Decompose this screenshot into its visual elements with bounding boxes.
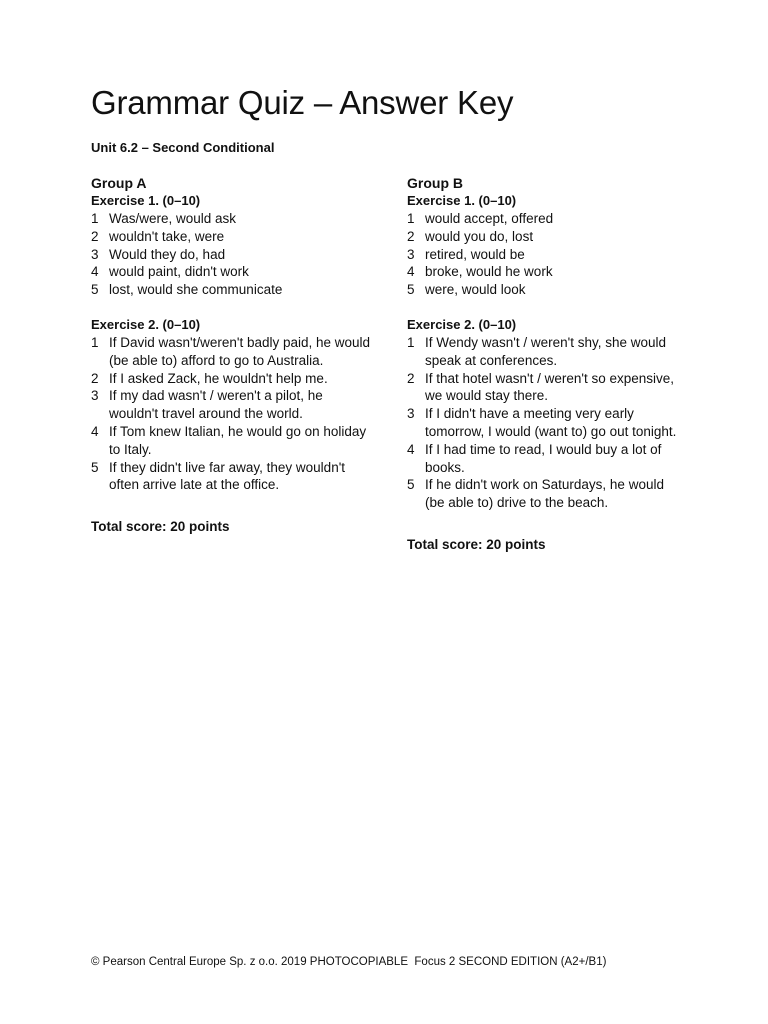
copyright-footer: © Pearson Central Europe Sp. z o.o. 2019 PHOTOCOPIABLE Focus 2 SECOND EDITION (A2+/B1) [91, 956, 607, 968]
answer-number: 4 [91, 423, 99, 439]
answer-text: broke, would he work [425, 264, 553, 280]
answer-text: If he didn't work on Saturdays, he would (be able to) drive to the beach. [425, 477, 664, 511]
group-a-column [91, 174, 371, 536]
answer-number: 2 [407, 370, 415, 386]
answer-text: were, would look [425, 282, 526, 298]
answer-item [407, 246, 687, 264]
answer-item [407, 281, 687, 299]
answer-item [91, 334, 371, 370]
answer-item [407, 405, 687, 441]
answer-text: would paint, didn't work [109, 264, 249, 280]
answer-item [407, 441, 687, 477]
answer-number: 5 [91, 282, 99, 298]
answer-item [91, 387, 371, 423]
answer-number: 1 [91, 211, 99, 226]
answer-number: 2 [91, 370, 99, 386]
answer-text: Would they do, had [109, 246, 226, 262]
answer-number: 5 [407, 477, 415, 493]
answer-text: If I didn't have a meeting very early tomorrow, I would (want to) go out tonight. [425, 406, 677, 439]
group-b-column [407, 174, 687, 554]
answer-item [407, 210, 687, 228]
answer-number: 4 [407, 264, 415, 280]
answer-item [407, 334, 687, 370]
answer-text: If my dad wasn't / weren't a pilot, he wouldn't travel around the world. [109, 388, 323, 422]
answer-number: 4 [407, 441, 415, 457]
answer-item [91, 281, 371, 299]
answer-item [91, 423, 371, 459]
answer-number: 5 [407, 282, 415, 298]
answer-item [407, 228, 687, 246]
answer-text: If that hotel wasn't / weren't so expensive, we would stay there. [425, 370, 675, 404]
answer-text: If I asked Zack, he wouldn't help me. [109, 370, 328, 386]
unit-heading: Unit 6.2 – Second Conditional [91, 140, 275, 155]
page-title: Grammar Quiz – Answer Key [91, 84, 514, 121]
answer-number: 1 [407, 211, 415, 226]
answer-item [407, 263, 687, 281]
answer-text: wouldn't take, were [109, 228, 225, 244]
answer-item [91, 370, 371, 388]
answer-text: retired, would be [425, 246, 525, 262]
answer-item [91, 263, 371, 281]
group-heading: Group B [407, 175, 463, 191]
answer-text: lost, would she communicate [109, 282, 283, 298]
answer-number: 1 [91, 334, 99, 350]
total-score: Total score: 20 points [91, 519, 230, 535]
exercise-1-heading: Exercise 1. (0–10) [91, 193, 201, 208]
answer-number: 3 [407, 406, 415, 422]
answer-number: 3 [91, 388, 99, 404]
answer-text: If they didn't live far away, they wouldn't often arrive late at the office. [109, 459, 346, 493]
answer-number: 4 [91, 264, 99, 280]
total-score: Total score: 20 points [407, 536, 546, 552]
answer-number: 2 [91, 228, 99, 244]
exercise-2-heading: Exercise 2. (0–10) [91, 316, 201, 332]
answer-number: 2 [407, 228, 415, 244]
answer-item [407, 476, 687, 512]
exercise-2-heading: Exercise 2. (0–10) [407, 316, 517, 332]
answer-number: 3 [91, 246, 99, 262]
answer-item [407, 370, 687, 406]
exercise-1-heading: Exercise 1. (0–10) [407, 193, 517, 208]
answer-text: If Tom knew Italian, he would go on holiday to Italy. [109, 423, 367, 457]
answer-number: 1 [407, 334, 415, 350]
answer-item [91, 459, 371, 495]
answer-number: 3 [407, 246, 415, 262]
group-heading: Group A [91, 175, 147, 191]
exercise-2-answer-list [91, 334, 371, 494]
answer-text: would you do, lost [425, 228, 534, 244]
answer-text: would accept, offered [425, 211, 554, 226]
answer-item [91, 228, 371, 246]
answer-text: If David wasn't/weren't badly paid, he would (be able to) afford to go to Australia. [109, 334, 371, 368]
answer-text: If Wendy wasn't / weren't shy, she would speak at conferences. [425, 334, 667, 368]
answer-item [91, 210, 371, 228]
exercise-2-answer-list [407, 334, 687, 512]
answer-item [91, 246, 371, 264]
answer-text: Was/were, would ask [109, 211, 237, 226]
answer-number: 5 [91, 459, 99, 475]
answer-text: If I had time to read, I would buy a lot of books. [425, 441, 662, 475]
exercise-1-answer-list [91, 210, 371, 299]
exercise-1-answer-list [407, 210, 687, 299]
